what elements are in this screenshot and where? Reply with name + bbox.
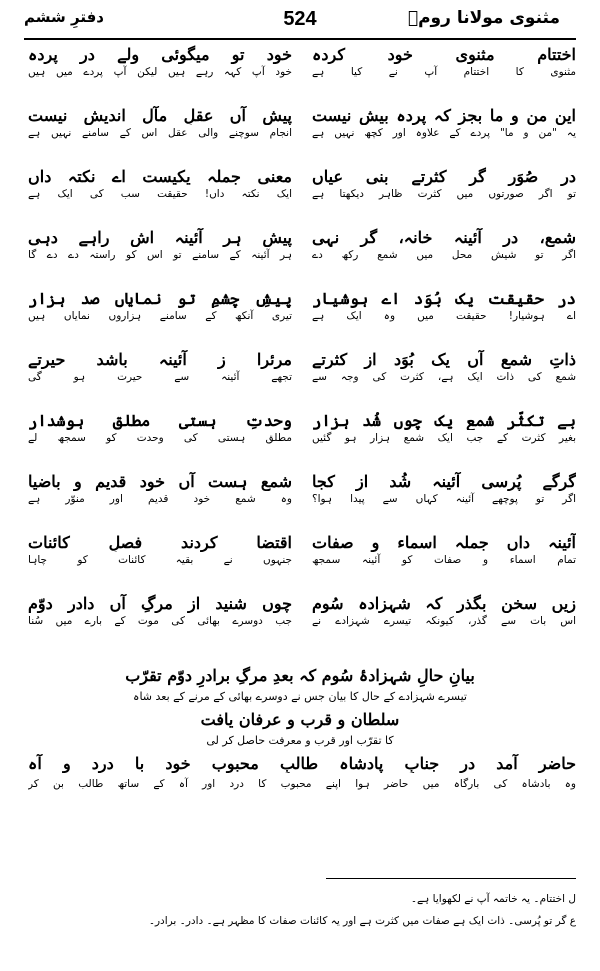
verse-translation: بغیر کثرت کے جب ایک شمع ہزار ہو گئیں (312, 432, 576, 444)
section-heading-line2: سلطان و قرب و عرفان یافت (200, 710, 400, 729)
left-column (28, 45, 292, 660)
section-heading-line2-translation: کا تقرّب اور قرب و معرفت حاصل کر لی (206, 734, 394, 747)
footnotes (32, 888, 576, 932)
verse-line: آئینہ داں جملہ اسماء و صفات (312, 533, 576, 552)
verse-line: بے تکثّر شمع یک چوں شُد ہزار (312, 411, 576, 430)
two-column-verses (28, 45, 576, 660)
verse-line: اقتضا کردند فصلِ کائنات (28, 533, 292, 552)
full-width-verse-translation: وہ بادشاہ کی بارگاہ میں حاضر ہوا اپنے محبوب کا درد اور آہ کے ساتھ طالب بن کر (28, 778, 576, 790)
verse-translation: انجام سوچنے والی عقل اس کے سامنے نہیں ہے (28, 127, 292, 139)
verse-translation: اس بات سے گذر، کیونکہ تیسرے شہزادے نے (312, 615, 576, 627)
verse-translation: جنہوں نے بقیہ کائنات کو چاہا (28, 554, 292, 566)
verse-translation: تمام اسماء و صفات کو آئینہ سمجھ (312, 554, 576, 566)
verse-translation: تجھے آئینہ سے حیرت ہو گی (28, 371, 292, 383)
verse-translation: تو اگر صورتوں میں کثرت ظاہر دیکھتا ہے (312, 188, 576, 200)
verse-translation: شمع کی ذات ایک ہے، کثرت کی وجہ سے (312, 371, 576, 383)
verse-translation: اے ہوشیار! حقیقت میں وہ ایک ہے (312, 310, 576, 322)
verse-translation: ایک نکتہ داں! حقیقت سب کی ایک ہے (28, 188, 292, 200)
verse-line: پیشِ آں عقلِ مآل اندیش نیست (28, 106, 292, 125)
footnote-rule (326, 878, 576, 879)
right-column (312, 45, 576, 660)
verse-line: پیشِ ہر آئینہ اش راہے دہی (28, 228, 292, 247)
verse-translation: تیری آنکھ کے سامنے ہزاروں نمایاں ہیں (28, 310, 292, 322)
verse-line: خود تو میگوئی ولے در پردہ (28, 45, 292, 64)
verse-translation: یہ "من و ما" پردے کے علاوہ اور کچھ نہیں ہے (312, 127, 576, 139)
verse-line: زیں سخن بگذر کہ شہزادہ سُوم (312, 594, 576, 613)
section-heading: بیانِ حالِ شہزادۂ سُوم کہ بعدِ مرگِ برادرِ دوّم تقرّب (125, 666, 475, 685)
full-width-verse: حاضر آمد در جنابِ پادشاہ طالبِ محبوب خود با درد و آہ (28, 754, 576, 773)
footnote: ع گر تو پُرسی۔ ذات ایک ہے صفات میں کثرت ہے اور یہ کائنات صفات کا مظہر ہے۔ دادر۔ برادر۔ (148, 915, 576, 927)
verse-line: در صُوَر گر کثرتے بنی عیاں (312, 167, 576, 186)
section-heading-translation: تیسرے شہزادے کے حال کا بیان جس نے دوسرے بھائی کے مرنے کے بعد شاہ (133, 690, 467, 703)
volume-label: دفترِ ششم (24, 8, 104, 26)
verse-translation: اگر تو شیش محل میں شمع رکھ دے (312, 249, 576, 261)
footnote: ل اختتام۔ یہ خاتمہ آپ نے لکھوایا ہے۔ (410, 893, 576, 905)
verse-line: شمع ہست آں خود قدیم و باضیا (28, 472, 292, 491)
book-title: مثنوی مولانا رومؒ (407, 8, 560, 28)
verse-line: در حقیقت یک بُوَد اے ہوشیار (312, 289, 576, 308)
verse-line: مرئرا ز آئینہ باشد حیرتے (28, 350, 292, 369)
verse-line: ذاتِ شمع آں یک بُوَد از کثرتے (312, 350, 576, 369)
header-rule (24, 38, 576, 40)
page-header (0, 4, 600, 38)
verse-line: شمع، در آئینہ خانہ، گر نہی (312, 228, 576, 247)
verse-translation: ہر آئینہ کے سامنے تو اس کو راستہ دے دے گا (28, 249, 292, 261)
verse-translation: خود آپ کہہ رہے ہیں لیکن آپ پردے میں ہیں (28, 66, 292, 78)
verse-line: پیشِ چشمِ تو نمایاں صد ہزار (28, 289, 292, 308)
verse-translation: مثنوی کا اختتام آپ نے کیا ہے (312, 66, 576, 78)
page-number: 524 (283, 8, 317, 30)
verse-translation: جب دوسرے بھائی کی موت کے بارے میں سُنا (28, 615, 292, 627)
verse-translation: مطلق ہستی کی وحدت کو سمجھ لے (28, 432, 292, 444)
verse-line: گرگے پُرسی آئینہ شُد از کجا (312, 472, 576, 491)
verse-line: این من و ما بجز کہ پردہ بیش نیست (312, 106, 576, 125)
verse-line: چوں شنید از مرگِ آں دادر دوّم (28, 594, 292, 613)
verse-translation: اگر تو پوچھے آئینہ کہاں سے پیدا ہوا؟ (312, 493, 576, 505)
verse-line: معنی جملہ یکیست اے نکتہ داں (28, 167, 292, 186)
verse-line: وحدتِ ہستی مطلق ہوشدار (28, 411, 292, 430)
verse-translation: وہ شمع خود قدیم اور منوّر ہے (28, 493, 292, 505)
verse-line: اختتامِ مثنوی خود کردہ (312, 45, 576, 64)
